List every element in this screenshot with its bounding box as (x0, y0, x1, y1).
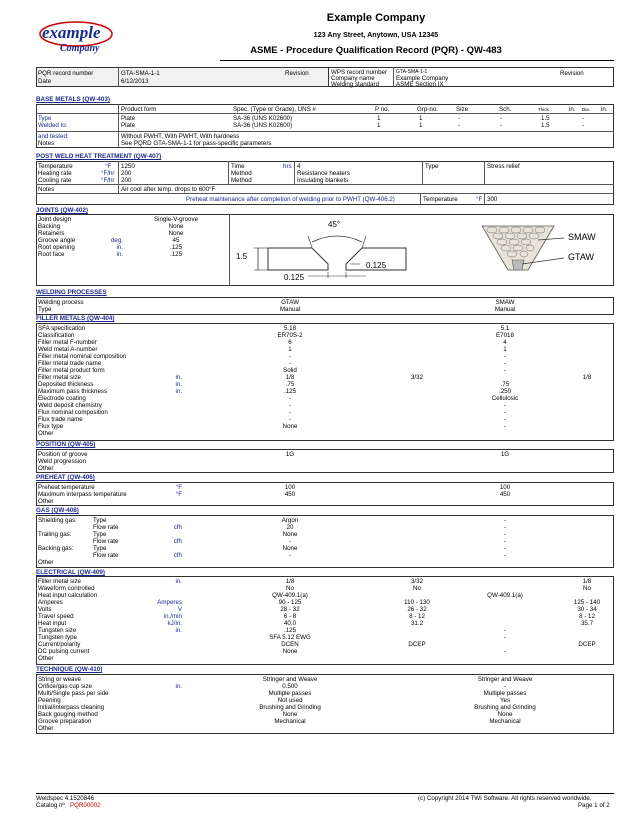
gas-row-value-b: - (503, 545, 507, 552)
technique-row-value-b: Multiple passes (483, 690, 527, 697)
technique-row-value-a: 0.500 (282, 683, 298, 690)
technique-row-value-a: Not used (277, 697, 303, 704)
position-row-value-b: 1G (500, 451, 510, 458)
base-type-label: Type (38, 115, 52, 122)
joint-row-value: None (168, 230, 184, 237)
pwht-type-value: Stress relief (487, 163, 520, 170)
electrical-row-label: Other (38, 655, 54, 662)
filler-row-value-a: 5.18 (283, 325, 297, 332)
pwht-method2-value: Insulating blankets (297, 177, 349, 184)
technique-row-value-a: Multiple passes (268, 690, 312, 697)
joint-row-label: Root opening (38, 244, 75, 251)
electrical-row-unit: V (177, 606, 182, 613)
electrical-row-label: Tungsten size (38, 627, 77, 634)
joint-row-value: .125 (169, 251, 183, 258)
filler-box (36, 323, 614, 441)
base-welded-label: Welded to: (38, 122, 68, 129)
filler-row-unit: in. (175, 374, 182, 381)
revision2-label: Revision (560, 70, 584, 77)
electrical-box (36, 576, 614, 665)
electrical-row-value-b1: 110 - 130 (404, 599, 430, 606)
base-notes-value: See PQRD GTA-SMA-1-1 for pass-specific parameters (121, 140, 272, 147)
electrical-row-value-b2: 30 - 34 (577, 606, 597, 613)
pwht-time-value: 4 (297, 163, 301, 170)
filler-row-value-a: - (288, 416, 292, 423)
processes-row-label: Type (38, 306, 52, 313)
pwht-temp-unit: °F (105, 163, 112, 170)
welding-standard-label: Welding standard (331, 81, 380, 88)
col-sch: Sch. (499, 106, 512, 113)
pwht-method2-label: Method (231, 177, 252, 184)
filler-row-label: Other (38, 430, 54, 437)
electrical-row-label: Heat input calculation (38, 592, 98, 599)
electrical-row-value-b2: 125 - 140 (573, 599, 601, 606)
technique-row-value-a: Stringer and Weave (262, 676, 318, 683)
technique-row-label: Orifice/gas cup size (38, 683, 92, 690)
base-type-dia: - (582, 115, 585, 122)
base-welded-form: Plate (121, 122, 136, 129)
technique-row-label: Other (38, 725, 54, 732)
pwht-temp-label: Temperature (38, 163, 73, 170)
electrical-row-value-a: 28 - 32 (280, 606, 300, 613)
processes-row-value-a: Manual (279, 306, 301, 313)
electrical-row-unit: in. (175, 627, 182, 634)
gas-row-value-b: - (503, 524, 507, 531)
sketch-root-opening-label: 0.125 (284, 273, 305, 282)
preheat-row-value-a: 100 (284, 484, 296, 491)
technique-row-value-a: Brushing and Grinding (259, 704, 321, 711)
base-welded-sch: - (500, 122, 503, 129)
processes-row-value-a: GTAW (281, 299, 299, 306)
preheat-row-label: Preheat temperature (38, 484, 95, 491)
gas-row-unit: cfh (173, 538, 182, 545)
filler-heading: FILLER METALS (QW-404) (36, 315, 115, 322)
pwht-heat-unit: °F/hr (101, 170, 115, 177)
gas-row-sublabel: Flow rate (93, 538, 119, 545)
gas-row-label: Other (38, 559, 54, 566)
electrical-row-value-a: 90 - 125 (278, 599, 302, 606)
base-welded-size: - (458, 122, 461, 129)
filler-row-value-b: - (503, 367, 507, 374)
preheat-row-value-a: 450 (284, 491, 296, 498)
gas-row-sublabel: Type (93, 545, 107, 552)
joint-row-value: 45 (172, 237, 180, 244)
electrical-row-label: Amperes (38, 599, 63, 606)
preheat-temp-unit: °F (476, 196, 483, 203)
technique-row-unit: in. (175, 683, 182, 690)
company-address: 123 Any Street, Anytown, USA 12345 (313, 30, 439, 39)
joint-row-unit: deg. (110, 237, 123, 244)
base-type-p: 1 (377, 115, 381, 122)
catalog-label: Catalog nº (36, 802, 65, 809)
pwht-heading: POST WELD HEAT TREATMENT (QW-407) (36, 153, 162, 160)
filler-row-value-a: - (288, 353, 292, 360)
page-number: Page 1 of 2 (578, 802, 610, 809)
filler-row-value-b1: 3/32 (410, 374, 424, 381)
gas-row-sublabel: Flow rate (93, 552, 119, 559)
title-rule (220, 60, 614, 61)
company-name-value: Example Company (396, 75, 449, 82)
electrical-row-value-b: - (503, 648, 507, 655)
processes-row-value-b: SMAW (495, 299, 515, 306)
electrical-row-label: Heat input (38, 620, 67, 627)
filler-row-label: Deposited thickness (38, 381, 94, 388)
electrical-row-value-a: None (282, 648, 298, 655)
filler-row-value-a: .125 (283, 388, 297, 395)
base-welded-spec: SA-36 (UNS K02600) (233, 122, 293, 129)
base-metals-heading: BASE METALS (QW-403) (36, 96, 110, 103)
electrical-row-value-a: DCEN (281, 641, 299, 648)
logo-sub: Company (60, 43, 100, 54)
sketch-angle-label: 45° (328, 220, 341, 229)
col-thick-unit: in. (569, 106, 576, 113)
electrical-row-value-b1: No (413, 585, 421, 592)
electrical-row-label: Filler metal size (38, 578, 81, 585)
filler-row-label: Electrode coating (38, 395, 86, 402)
electrical-row-value-a: .125 (283, 627, 297, 634)
pwht-cool-value: 200 (121, 177, 132, 184)
preheat-temp-label: Temperature (423, 196, 458, 203)
company-logo (36, 14, 116, 58)
gas-row-value-a: - (288, 538, 292, 545)
col-size: Size (456, 106, 469, 113)
filler-row-value-a: 1 (288, 346, 292, 353)
filler-row-value-b: 5.1 (500, 325, 510, 332)
technique-heading: TECHNIQUE (QW-410) (36, 666, 103, 673)
filler-row-label: Filler metal F-number (38, 339, 97, 346)
electrical-row-value-b1: 31.2 (410, 620, 424, 627)
pqr-number-value: GTA-SMA-1-1 (121, 70, 160, 77)
pwht-cool-unit: °F/hr (101, 177, 115, 184)
electrical-row-value-b2: 8 - 12 (579, 613, 595, 620)
catalog-number: PQR00002 (70, 802, 101, 809)
base-type-size: - (458, 115, 461, 122)
technique-row-value-b: Stringer and Weave (477, 676, 533, 683)
base-notes-label: Notes (38, 140, 55, 147)
electrical-row-value-a: 40.0 (283, 620, 297, 627)
position-row-value-a: 1G (285, 451, 295, 458)
col-dia-unit: in. (601, 106, 608, 113)
pwht-method-label: Method (231, 170, 252, 177)
base-type-form: Plate (121, 115, 136, 122)
preheat-row-unit: °F (175, 491, 182, 498)
company-name: Example Company (326, 12, 426, 24)
gas-box (36, 515, 614, 568)
filler-row-value-b: - (503, 353, 507, 360)
filler-row-value-a: - (288, 360, 292, 367)
filler-row-label: Flux trade name (38, 416, 83, 423)
technique-row-label: Initial/interpass cleaning (38, 704, 105, 711)
welding-standard-value: ASME Section IX (396, 81, 444, 88)
base-type-spec: SA-36 (UNS K02600) (233, 115, 293, 122)
sketch-root-face-label: 0.125 (366, 261, 387, 270)
technique-row-label: Groove preparation (38, 718, 92, 725)
smaw-label: SMAW (568, 232, 596, 242)
electrical-row-unit: Amperes (157, 599, 182, 606)
footer-rule (36, 793, 614, 794)
gas-row-sublabel: Type (93, 517, 107, 524)
filler-row-value-b: 1 (503, 346, 507, 353)
electrical-row-value-a: No (286, 585, 294, 592)
processes-row-label: Welding process (38, 299, 84, 306)
joint-row-value: .125 (169, 244, 183, 251)
electrical-row-value-a: SFA 5.12 EWG (269, 634, 311, 641)
technique-row-label: Multi/Single pass per side (38, 690, 109, 697)
gas-row-label: Backing gas: (38, 545, 74, 552)
technique-row-value-a: Mechanical (274, 718, 306, 725)
gas-row-label: Trailing gas: (38, 531, 72, 538)
gas-row-sublabel: Type (93, 531, 107, 538)
processes-heading: WELDING PROCESSES (36, 289, 107, 296)
pwht-notes-value: Air cool after temp. drops to 600°F (121, 186, 216, 193)
preheat-row-value-b: 450 (499, 491, 511, 498)
position-row-label: Position of groove (38, 451, 88, 458)
copyright-notice: (c) Copyright 2014 TWI Software. All rights reserved worldwide. (418, 795, 592, 802)
electrical-row-label: Current/polarity (38, 641, 81, 648)
base-welded-dia: - (582, 122, 585, 129)
electrical-row-value-b1: DCEP (408, 641, 426, 648)
filler-row-value-a: - (288, 409, 292, 416)
col-p-no: P no. (375, 106, 390, 113)
electrical-row-unit: in./min (163, 613, 182, 620)
gas-row-value-a: Argon (281, 517, 299, 524)
filler-row-value-a: 6 (288, 339, 292, 346)
filler-row-value-a: ER70S-2 (277, 332, 303, 339)
pqr-number-label: PQR record number (38, 70, 94, 77)
filler-row-label: Filler metal size (38, 374, 81, 381)
gas-row-value-a: 20 (286, 524, 294, 531)
date-label: Date (38, 78, 52, 85)
filler-row-value-b: 4 (503, 339, 507, 346)
joint-row-label: Root face (38, 251, 65, 258)
software-version: Weldspec 4.1520846 (36, 795, 95, 802)
filler-row-label: Weld metal A-number (38, 346, 98, 353)
wps-number-label: WPS record number (331, 69, 388, 76)
electrical-row-label: Volts (38, 606, 52, 613)
filler-row-unit: in. (175, 381, 182, 388)
gtaw-label: GTAW (568, 252, 594, 262)
preheat-row-value-b: 100 (499, 484, 511, 491)
electrical-row-label: Travel speed (38, 613, 74, 620)
page-title: ASME - Procedure Qualification Record (PQR) - QW-483 (250, 45, 502, 56)
filler-row-label: Classification (38, 332, 75, 339)
technique-row-label: Peening (38, 697, 61, 704)
filler-row-value-a: - (288, 402, 292, 409)
revision-label: Revision (285, 70, 309, 77)
filler-row-label: Weld deposit chemistry (38, 402, 102, 409)
electrical-row-unit: kJ/in. (167, 620, 182, 627)
position-heading: POSITION (QW-405) (36, 441, 96, 448)
joint-design-sketch (232, 216, 442, 284)
electrical-row-value-b: - (503, 634, 507, 641)
pwht-method-value: Resistance heaters (297, 170, 350, 177)
technique-row-value-b: Brushing and Grinding (474, 704, 536, 711)
preheat-temp-value: 300 (487, 196, 498, 203)
electrical-heading: ELECTRICAL (QW-409) (36, 569, 106, 576)
technique-row-value-b: None (497, 711, 513, 718)
pwht-cool-label: Cooling rate (38, 177, 72, 184)
logo-word: example (42, 23, 101, 42)
technique-row-label: String or weave (38, 676, 81, 683)
tested-label: and tested: (38, 133, 69, 140)
electrical-row-value-b2: 1/8 (582, 578, 592, 585)
col-thick: Thick. (538, 107, 551, 112)
technique-row-value-b: - (503, 683, 507, 690)
electrical-row-label: DC pulsing current (38, 648, 90, 655)
gas-row-label: Shielding gas: (38, 517, 77, 524)
technique-row-value-b: Mechanical (489, 718, 521, 725)
col-grp-no: Grp-no. (417, 106, 438, 113)
pwht-heat-value: 200 (121, 170, 132, 177)
filler-row-value-b: Cellulosic (491, 395, 519, 402)
company-name-label: Company name (331, 75, 375, 82)
filler-row-value-b: - (503, 360, 507, 367)
filler-row-value-b: - (503, 402, 507, 409)
gas-row-value-a: None (282, 545, 298, 552)
preheat-row-label: Other (38, 498, 54, 505)
gas-row-value-a: - (288, 552, 292, 559)
joint-row-label: Joint design (38, 216, 72, 223)
pwht-time-label: Time (231, 163, 245, 170)
technique-row-label: Back gouging method (38, 711, 98, 718)
base-welded-p: 1 (377, 122, 381, 129)
gas-row-value-b: - (503, 531, 507, 538)
filler-row-value-b: .250 (498, 388, 512, 395)
gas-row-unit: cfh (173, 552, 182, 559)
filler-row-value-b: - (503, 416, 507, 423)
pwht-notes-label: Notes (38, 186, 55, 193)
position-row-label: Other (38, 465, 54, 472)
joints-heading: JOINTS (QW-402) (36, 207, 89, 214)
filler-row-value-b: .75 (500, 381, 510, 388)
col-product-form: Product form (121, 106, 157, 113)
date-value: 6/12/2013 (121, 78, 149, 85)
gas-row-value-b: - (503, 538, 507, 545)
processes-box (36, 297, 614, 315)
joint-row-label: Retainers (38, 230, 65, 237)
electrical-row-value-b2: No (583, 585, 591, 592)
joint-row-label: Groove angle (38, 237, 76, 244)
gas-heading: GAS (QW-408) (36, 507, 79, 514)
filler-row-label: Flux type (38, 423, 64, 430)
electrical-row-label: Waveform controlled (38, 585, 95, 592)
preheat-maintenance-note: Preheat maintenance after completion of welding prior to PWHT (QW-406.2) (186, 196, 395, 203)
preheat-row-unit: °F (175, 484, 182, 491)
processes-row-value-b: Manual (494, 306, 516, 313)
pwht-temp-value: 1250 (121, 163, 135, 170)
gas-row-unit: cfh (173, 524, 182, 531)
joint-row-unit: in. (116, 251, 123, 258)
gas-row-sublabel: Flow rate (93, 524, 119, 531)
position-box (36, 449, 614, 473)
electrical-row-value-b2: 35.7 (580, 620, 594, 627)
wps-number-value: GTA-SMA-1-1 (396, 69, 428, 75)
electrical-row-value-a: 6 - 8 (283, 613, 297, 620)
pwht-time-unit: hrs (283, 163, 292, 170)
filler-row-unit: in. (175, 388, 182, 395)
filler-row-label: Maximum pass thickness (38, 388, 108, 395)
joint-row-unit: in. (116, 244, 123, 251)
electrical-row-value-b2: DCEP (578, 641, 596, 648)
filler-row-label: Filler metal trade name (38, 360, 102, 367)
pwht-type-label: Type (425, 163, 439, 170)
weld-bead-sketch (478, 218, 612, 282)
joint-row-label: Backing (38, 223, 61, 230)
filler-row-value-a: 1/8 (285, 374, 295, 381)
filler-row-label: Flux nominal composition (38, 409, 108, 416)
filler-row-value-b: - (503, 423, 507, 430)
sketch-thickness-label: 1.5 (236, 252, 248, 261)
filler-row-label: SFA specification (38, 325, 86, 332)
base-welded-grp: 1 (419, 122, 423, 129)
base-type-grp: 1 (419, 115, 423, 122)
base-type-sch: - (500, 115, 503, 122)
base-type-thick: 1.5 (541, 115, 550, 122)
filler-row-value-a: - (288, 395, 292, 402)
preheat-heading: PREHEAT (QW-406) (36, 474, 95, 481)
joint-row-value: Single-V-groove (153, 216, 199, 223)
filler-row-value-a: Solid (283, 367, 297, 374)
electrical-row-value-b: QW-409.1(a) (487, 592, 523, 599)
technique-row-value-b: Yes (499, 697, 511, 704)
filler-row-value-a: .75 (285, 381, 295, 388)
base-welded-thick: 1.5 (541, 122, 550, 129)
col-dia: Dia. (582, 107, 591, 112)
electrical-row-unit: in. (175, 578, 182, 585)
filler-row-value-b: E7018 (496, 332, 514, 339)
tested-value: Without PWHT, With PWHT, With hardness (121, 133, 240, 140)
electrical-row-label: Tungsten type (38, 634, 77, 641)
gas-row-value-a: None (282, 531, 298, 538)
gas-row-value-b: - (503, 552, 507, 559)
electrical-row-value-b: - (503, 627, 507, 634)
filler-row-value-b: - (503, 409, 507, 416)
electrical-row-value-b1: 8 - 12 (409, 613, 425, 620)
preheat-row-label: Maximum interpass temperature (38, 491, 127, 498)
electrical-row-value-b1: 3/32 (410, 578, 424, 585)
gas-row-value-b: - (503, 517, 507, 524)
electrical-row-value-b1: 26 - 32 (407, 606, 427, 613)
filler-row-label: Filler metal nominal composition (38, 353, 127, 360)
pwht-heat-label: Heating rate (38, 170, 72, 177)
electrical-row-value-a: QW-409.1(a) (272, 592, 308, 599)
filler-row-value-a: None (282, 423, 298, 430)
filler-row-label: Filler metal product form (38, 367, 105, 374)
technique-row-value-a: None (282, 711, 298, 718)
col-spec: Spec. (Type or Grade), UNS # (233, 106, 316, 113)
electrical-row-value-a: 1/8 (285, 578, 295, 585)
position-row-label: Weld progression (38, 458, 87, 465)
joint-row-value: None (168, 223, 184, 230)
filler-row-value-b2: 1/8 (582, 374, 592, 381)
